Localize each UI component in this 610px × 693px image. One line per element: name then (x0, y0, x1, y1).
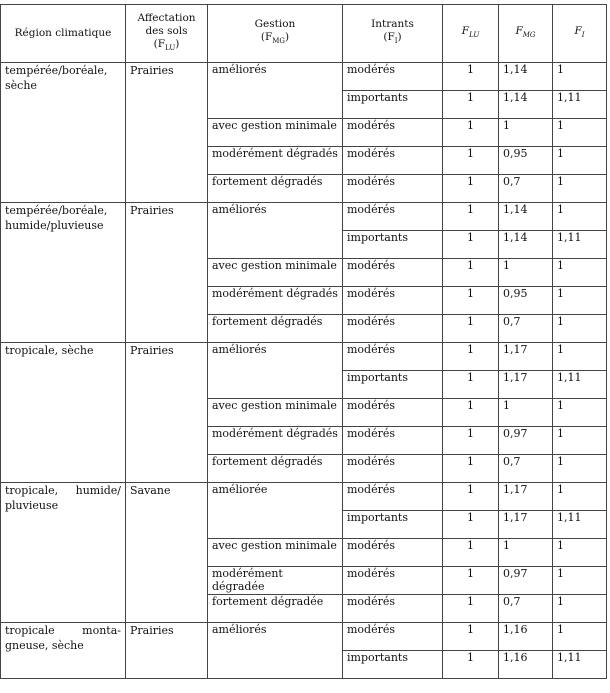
flu-cell: 1 (443, 651, 499, 679)
fi-cell: 1 (553, 483, 607, 511)
fmg-cell: 1,17 (499, 371, 553, 399)
fmg-cell: 0,95 (499, 147, 553, 175)
intrants-cell: modérés (343, 203, 443, 231)
header-region: Région climatique (1, 5, 126, 63)
flu-cell: 1 (443, 315, 499, 343)
flu-cell: 1 (443, 371, 499, 399)
fmg-cell: 1,16 (499, 623, 553, 651)
gestion-cell: avec gestion minimale (208, 259, 343, 287)
intrants-cell: modérés (343, 287, 443, 315)
intrants-cell: modérés (343, 483, 443, 511)
fi-cell: 1 (553, 315, 607, 343)
gestion-cell: améliorés (208, 623, 343, 679)
intrants-cell: modérés (343, 567, 443, 595)
fmg-cell: 0,97 (499, 427, 553, 455)
fmg-cell: 1,17 (499, 511, 553, 539)
flu-cell: 1 (443, 427, 499, 455)
intrants-cell: modérés (343, 343, 443, 371)
gestion-cell: améliorés (208, 343, 343, 399)
header-flu: $F_{LU}$ (443, 5, 499, 63)
land-use-cell: Prairies (126, 63, 208, 203)
table-row (1, 63, 607, 91)
fmg-cell: 0,95 (499, 287, 553, 315)
gestion-cell: modérément dégradée (208, 567, 343, 595)
region-cell (1, 623, 126, 679)
fi-cell: 1 (553, 343, 607, 371)
table-row (1, 623, 607, 651)
region-cell (1, 343, 126, 483)
gestion-cell: fortement dégradée (208, 595, 343, 623)
intrants-cell: modérés (343, 455, 443, 483)
fmg-cell: 1,14 (499, 91, 553, 119)
intrants-cell: importants (343, 231, 443, 259)
gestion-cell: avec gestion minimale (208, 119, 343, 147)
intrants-cell: modérés (343, 315, 443, 343)
gestion-cell: fortement dégradés (208, 455, 343, 483)
fi-cell: 1,11 (553, 231, 607, 259)
gestion-cell: fortement dégradés (208, 175, 343, 203)
fmg-cell: 0,97 (499, 567, 553, 595)
fi-cell: 1 (553, 595, 607, 623)
flu-cell: 1 (443, 483, 499, 511)
fi-cell: 1 (553, 287, 607, 315)
fi-cell: 1 (553, 567, 607, 595)
region-cell (1, 203, 126, 343)
header-affectation: Affectation des sols $(F_{LU})$ (126, 5, 208, 63)
flu-cell: 1 (443, 231, 499, 259)
region-cell (1, 483, 126, 623)
fmg-cell: 1,14 (499, 231, 553, 259)
gestion-cell: modérément dégradés (208, 147, 343, 175)
header-intrants: Intrants $(F_I)$ (343, 5, 443, 63)
fi-cell: 1 (553, 119, 607, 147)
fmg-cell: 0,7 (499, 455, 553, 483)
flu-cell: 1 (443, 455, 499, 483)
gestion-cell: fortement dégradés (208, 315, 343, 343)
region-line: tropicale monta- (5, 624, 121, 637)
fmg-cell: 1,17 (499, 343, 553, 371)
flu-cell: 1 (443, 287, 499, 315)
fmg-cell: 1 (499, 119, 553, 147)
fmg-cell: 1,16 (499, 651, 553, 679)
fi-cell: 1,11 (553, 91, 607, 119)
intrants-cell: modérés (343, 175, 443, 203)
intrants-cell: modérés (343, 623, 443, 651)
region-line: pluvieuse (5, 499, 59, 512)
flu-cell: 1 (443, 119, 499, 147)
intrants-cell: importants (343, 91, 443, 119)
fmg-cell: 0,7 (499, 315, 553, 343)
intrants-cell: modérés (343, 259, 443, 287)
fi-cell: 1 (553, 455, 607, 483)
flu-cell: 1 (443, 91, 499, 119)
intrants-cell: modérés (343, 427, 443, 455)
gestion-cell: améliorés (208, 63, 343, 119)
flu-cell: 1 (443, 595, 499, 623)
fi-cell: 1 (553, 623, 607, 651)
intrants-cell: importants (343, 651, 443, 679)
flu-cell: 1 (443, 623, 499, 651)
region-cell (1, 63, 126, 203)
flu-cell: 1 (443, 567, 499, 595)
fi-cell: 1 (553, 147, 607, 175)
gestion-cell: améliorée (208, 483, 343, 539)
flu-cell: 1 (443, 203, 499, 231)
gestion-cell: modérément dégradés (208, 427, 343, 455)
table-row (1, 343, 607, 371)
fi-cell: 1 (553, 203, 607, 231)
fi-cell: 1,11 (553, 511, 607, 539)
intrants-cell: modérés (343, 63, 443, 91)
fmg-cell: 1 (499, 399, 553, 427)
region-line: tropicale, humide/ (5, 484, 121, 497)
region-line: sèche (5, 79, 37, 92)
gestion-cell: améliorés (208, 203, 343, 259)
flu-cell: 1 (443, 343, 499, 371)
fmg-cell: 0,7 (499, 175, 553, 203)
intrants-cell: importants (343, 511, 443, 539)
intrants-cell: importants (343, 371, 443, 399)
table-row (1, 203, 607, 231)
fi-cell: 1 (553, 427, 607, 455)
table-row (1, 483, 607, 511)
fi-cell: 1 (553, 175, 607, 203)
region-line: tempérée/boréale, (5, 204, 108, 217)
fi-cell: 1,11 (553, 371, 607, 399)
flu-cell: 1 (443, 147, 499, 175)
fi-cell: 1 (553, 539, 607, 567)
header-row (1, 5, 607, 63)
fi-cell: 1 (553, 259, 607, 287)
intrants-cell: modérés (343, 147, 443, 175)
fi-cell: 1 (553, 399, 607, 427)
region-line: gneuse, sèche (5, 639, 84, 652)
land-use-cell: Savane (126, 483, 208, 623)
fmg-cell: 1,14 (499, 63, 553, 91)
gestion-cell: modérément dégradés (208, 287, 343, 315)
intrants-cell: modérés (343, 399, 443, 427)
land-use-cell: Prairies (126, 343, 208, 483)
fmg-cell: 1 (499, 539, 553, 567)
region-line: tempérée/boréale, (5, 64, 108, 77)
flu-cell: 1 (443, 539, 499, 567)
fmg-cell: 1,14 (499, 203, 553, 231)
header-gestion: Gestion $(F_{MG})$ (208, 5, 343, 63)
intrants-cell: modérés (343, 119, 443, 147)
header-fi: $F_I$ (553, 5, 607, 63)
fmg-cell: 0,7 (499, 595, 553, 623)
fi-cell: 1,11 (553, 651, 607, 679)
intrants-cell: modérés (343, 595, 443, 623)
land-use-cell: Prairies (126, 623, 208, 679)
header-fmg: $F_{MG}$ (499, 5, 553, 63)
flu-cell: 1 (443, 63, 499, 91)
intrants-cell: modérés (343, 539, 443, 567)
gestion-cell: avec gestion minimale (208, 399, 343, 427)
fi-cell: 1 (553, 63, 607, 91)
gestion-cell: avec gestion minimale (208, 539, 343, 567)
fmg-cell: 1 (499, 259, 553, 287)
flu-cell: 1 (443, 175, 499, 203)
flu-cell: 1 (443, 511, 499, 539)
land-use-cell: Prairies (126, 203, 208, 343)
region-line: humide/pluvieuse (5, 219, 104, 232)
flu-cell: 1 (443, 259, 499, 287)
fmg-cell: 1,17 (499, 483, 553, 511)
emission-factor-table (0, 4, 607, 679)
flu-cell: 1 (443, 399, 499, 427)
region-line: tropicale, sèche (5, 344, 94, 357)
